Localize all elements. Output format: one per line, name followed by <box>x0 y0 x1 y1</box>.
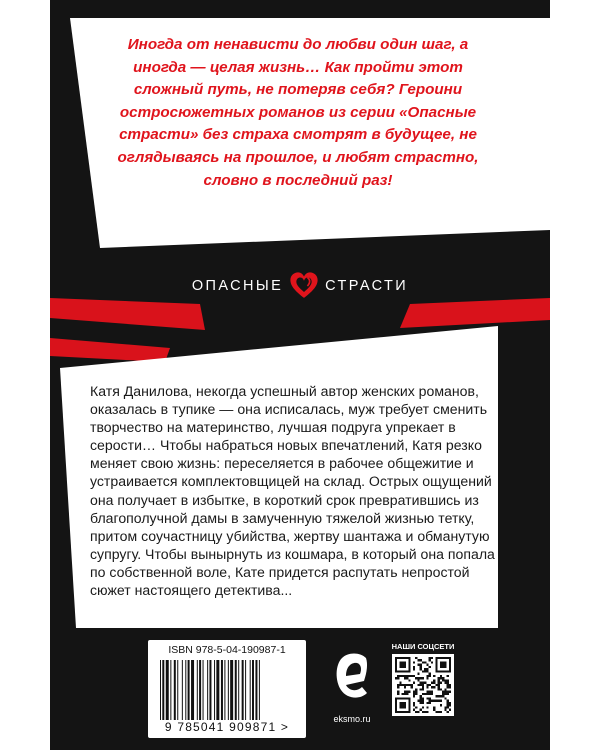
qr-finder-core <box>399 661 406 668</box>
qr-module <box>431 661 433 663</box>
qr-module <box>429 702 431 704</box>
barcode-bar <box>177 660 178 720</box>
qr-module <box>417 664 419 666</box>
qr-module <box>449 686 451 688</box>
qr-module <box>442 691 444 693</box>
qr-module <box>422 693 424 695</box>
qr-module <box>408 675 410 677</box>
barcode-bar <box>162 660 164 720</box>
qr-module <box>420 666 422 668</box>
qr-module <box>426 706 428 708</box>
barcode-bar <box>207 660 208 720</box>
qr-module <box>422 670 424 672</box>
qr-module <box>413 682 415 684</box>
qr-module <box>422 688 424 690</box>
qr-module <box>424 670 426 672</box>
qr-module <box>420 682 422 684</box>
qr-module <box>420 659 422 661</box>
qr-module <box>444 682 446 684</box>
qr-module <box>426 691 428 693</box>
qr-module <box>411 686 413 688</box>
qr-module <box>417 679 419 681</box>
qr-module <box>413 691 415 693</box>
qr-module <box>397 684 399 686</box>
qr-module <box>406 684 408 686</box>
qr-module <box>406 693 408 695</box>
qr-module <box>406 675 408 677</box>
qr-module <box>413 661 415 663</box>
qr-module <box>426 677 428 679</box>
social-caption: НАШИ СОЦСЕТИ <box>391 642 455 651</box>
barcode-bar <box>216 660 219 720</box>
qr-module <box>397 693 399 695</box>
qr-module <box>438 677 440 679</box>
qr-module <box>411 675 413 677</box>
eksmo-logo-icon <box>330 648 374 708</box>
qr-module <box>424 661 426 663</box>
qr-module <box>426 684 428 686</box>
qr-module <box>433 679 435 681</box>
barcode-bar <box>221 660 223 720</box>
qr-module <box>417 700 419 702</box>
qr-module <box>449 702 451 704</box>
qr-module <box>433 675 435 677</box>
qr-module <box>438 679 440 681</box>
barcode-bar <box>228 660 229 720</box>
qr-module <box>429 684 431 686</box>
series-word-left: ОПАСНЫЕ <box>191 278 284 294</box>
qr-module <box>426 668 428 670</box>
qr-module <box>433 682 435 684</box>
qr-module <box>420 700 422 702</box>
qr-module <box>444 697 446 699</box>
qr-module <box>449 709 451 711</box>
qr-module <box>429 657 431 659</box>
qr-module <box>440 682 442 684</box>
qr-module <box>415 677 417 679</box>
qr-module <box>442 693 444 695</box>
qr-module <box>420 709 422 711</box>
barcode-bar <box>245 660 246 720</box>
barcode-bar <box>224 660 225 720</box>
barcode-bar <box>170 660 171 720</box>
barcode-bar <box>250 660 251 720</box>
heart-icon <box>287 269 321 303</box>
qr-module <box>408 679 410 681</box>
qr-module <box>417 673 419 675</box>
barcode-bar <box>230 660 233 720</box>
qr-module <box>402 693 404 695</box>
qr-module <box>424 668 426 670</box>
qr-module <box>424 682 426 684</box>
qr-module <box>438 686 440 688</box>
red-stripe-bottom-left <box>50 338 170 362</box>
barcode-digits: 9 785041 909871 > <box>164 720 290 734</box>
barcode-bar <box>255 660 257 720</box>
qr-module <box>415 693 417 695</box>
qr-module <box>422 711 424 713</box>
qr-module <box>417 684 419 686</box>
qr-module <box>397 686 399 688</box>
qr-module <box>444 679 446 681</box>
qr-module <box>422 700 424 702</box>
qr-module <box>447 691 449 693</box>
barcode-bar <box>182 660 183 720</box>
qr-module <box>420 684 422 686</box>
series-word-right: СТРАСТИ <box>325 278 409 294</box>
qr-module <box>429 666 431 668</box>
qr-module <box>433 706 435 708</box>
qr-module <box>431 686 433 688</box>
qr-module <box>408 691 410 693</box>
qr-module <box>420 688 422 690</box>
qr-module <box>420 677 422 679</box>
cover-panel <box>50 0 550 750</box>
qr-module <box>422 677 424 679</box>
qr-module <box>404 684 406 686</box>
qr-finder-core <box>440 661 447 668</box>
qr-module <box>413 695 415 697</box>
qr-module <box>442 677 444 679</box>
qr-module <box>404 677 406 679</box>
qr-module <box>429 675 431 677</box>
qr-module <box>413 666 415 668</box>
barcode-icon <box>158 660 296 720</box>
qr-module <box>399 684 401 686</box>
qr-module <box>442 679 444 681</box>
qr-module <box>447 706 449 708</box>
qr-module <box>406 691 408 693</box>
qr-module <box>426 670 428 672</box>
publisher-site[interactable]: eksmo.ru <box>333 714 371 724</box>
qr-module <box>422 706 424 708</box>
qr-module <box>438 684 440 686</box>
barcode-bar <box>188 660 190 720</box>
qr-module <box>415 688 417 690</box>
qr-module <box>440 700 442 702</box>
qr-module <box>435 711 437 713</box>
qr-module <box>447 684 449 686</box>
qr-module <box>413 702 415 704</box>
qr-module <box>422 702 424 704</box>
qr-module <box>440 675 442 677</box>
qr-module <box>447 700 449 702</box>
qr-module <box>438 711 440 713</box>
qr-module <box>429 700 431 702</box>
qr-module <box>426 711 428 713</box>
barcode-bar <box>191 660 194 720</box>
qr-module <box>422 682 424 684</box>
qr-module <box>429 691 431 693</box>
barcode-bar <box>214 660 215 720</box>
barcode-bar <box>185 660 186 720</box>
qr-module <box>438 695 440 697</box>
qr-module <box>447 693 449 695</box>
qr-module <box>426 702 428 704</box>
qr-module <box>415 691 417 693</box>
qr-module <box>431 657 433 659</box>
qr-module <box>447 702 449 704</box>
qr-module <box>417 711 419 713</box>
isbn-label: ISBN 978-5-04-190987-1 <box>168 644 286 656</box>
qr-module <box>444 691 446 693</box>
barcode-bar <box>238 660 239 720</box>
qr-module <box>438 682 440 684</box>
qr-module <box>429 697 431 699</box>
qr-module <box>404 675 406 677</box>
qr-module <box>420 695 422 697</box>
qr-module <box>435 684 437 686</box>
qr-module <box>420 702 422 704</box>
qr-module <box>444 688 446 690</box>
qr-module <box>424 711 426 713</box>
qr-module <box>422 697 424 699</box>
qr-module <box>447 679 449 681</box>
qr-module <box>417 677 419 679</box>
qr-finder-core <box>399 702 406 709</box>
qr-module <box>426 664 428 666</box>
qr-module <box>440 677 442 679</box>
qr-module <box>447 704 449 706</box>
qr-module <box>433 686 435 688</box>
qr-module <box>397 675 399 677</box>
qr-module <box>435 695 437 697</box>
qr-module <box>422 684 424 686</box>
barcode-bar <box>199 660 201 720</box>
qr-module <box>413 675 415 677</box>
qr-module <box>422 661 424 663</box>
barcode-bar <box>197 660 198 720</box>
qr-code-icon[interactable] <box>395 657 451 713</box>
qr-module <box>447 675 449 677</box>
barcode-bar <box>259 660 260 720</box>
qr-module <box>429 659 431 661</box>
qr-module <box>395 677 397 679</box>
qr-module <box>433 709 435 711</box>
qr-module <box>420 668 422 670</box>
qr-module <box>426 697 428 699</box>
qr-module <box>397 677 399 679</box>
qr-module <box>406 677 408 679</box>
barcode-bar <box>203 660 204 720</box>
qr-module <box>440 695 442 697</box>
qr-module <box>413 704 415 706</box>
qr-module <box>440 704 442 706</box>
barcode-bar <box>209 660 211 720</box>
qr-module <box>449 684 451 686</box>
tagline-text: Иногда от ненависти до любви один шаг, а иногда — целая жизнь… Как пройти этот сложный путь, не потеряв себя? Героини остросюжетных романов из серии «Опасные страсти» без страха смотрят в будущее, не оглядываясь на прошлое, и любят страстно, словно в последний раз! <box>117 36 479 189</box>
bottom-strip <box>50 636 550 750</box>
series-logo <box>50 266 550 306</box>
qr-module <box>438 688 440 690</box>
qr-module <box>420 664 422 666</box>
qr-module <box>397 691 399 693</box>
qr-module <box>402 684 404 686</box>
qr-module <box>444 706 446 708</box>
qr-module <box>404 691 406 693</box>
qr-module <box>433 700 435 702</box>
qr-module <box>404 686 406 688</box>
qr-module <box>431 682 433 684</box>
qr-module <box>415 706 417 708</box>
qr-module <box>415 711 417 713</box>
qr-module <box>440 688 442 690</box>
qr-module <box>413 709 415 711</box>
barcode-bar <box>252 660 254 720</box>
barcode-bar <box>166 660 169 720</box>
qr-module <box>447 711 449 713</box>
qr-module <box>447 686 449 688</box>
qr-module <box>402 675 404 677</box>
qr-module <box>426 686 428 688</box>
qr-module <box>411 684 413 686</box>
qr-module <box>429 673 431 675</box>
qr-module <box>413 668 415 670</box>
barcode-bar <box>235 660 237 720</box>
qr-module <box>399 682 401 684</box>
qr-module <box>447 682 449 684</box>
qr-module <box>413 693 415 695</box>
qr-module <box>422 686 424 688</box>
qr-module <box>435 700 437 702</box>
qr-module <box>431 691 433 693</box>
qr-module <box>420 697 422 699</box>
qr-module <box>431 700 433 702</box>
qr-module <box>438 700 440 702</box>
qr-module <box>444 693 446 695</box>
qr-module <box>426 693 428 695</box>
qr-module <box>417 659 419 661</box>
qr-module <box>444 709 446 711</box>
qr-module <box>408 684 410 686</box>
qr-module <box>404 693 406 695</box>
qr-module <box>399 675 401 677</box>
qr-module <box>449 704 451 706</box>
qr-module <box>449 691 451 693</box>
qr-module <box>431 693 433 695</box>
qr-module <box>429 693 431 695</box>
qr-module <box>415 657 417 659</box>
blurb-text: Катя Данилова, некогда успешный автор женских романов, оказалась в тупике — она исписалась, муж требует сменить творчество на материнство, лучшая подруга упрекает в серости… Чтобы набраться новых впечатлений, Катя резко меняет свою жизнь: переселяется в рабочее общежитие и устраивается комплектовщицей на склад. Острых ощущений она получает в избытке, в короткий срок превратившись из благополучной дамы в замученную тяжелой жизнью тетку, притом соучастницу убийства, жертву шантажа и обманутую супругу. Чтобы вынырнуть из кошмара, в который она попала по собственной воле, Кате придется распутать непростой сюжет настоящего детектива... <box>90 383 495 599</box>
qr-module <box>440 711 442 713</box>
qr-box[interactable] <box>392 654 454 716</box>
qr-module <box>442 695 444 697</box>
barcode-bar <box>160 660 161 720</box>
barcode-bar <box>242 660 244 720</box>
barcode-box <box>148 640 306 738</box>
barcode-bar <box>174 660 176 720</box>
qr-module <box>424 693 426 695</box>
qr-module <box>426 675 428 677</box>
